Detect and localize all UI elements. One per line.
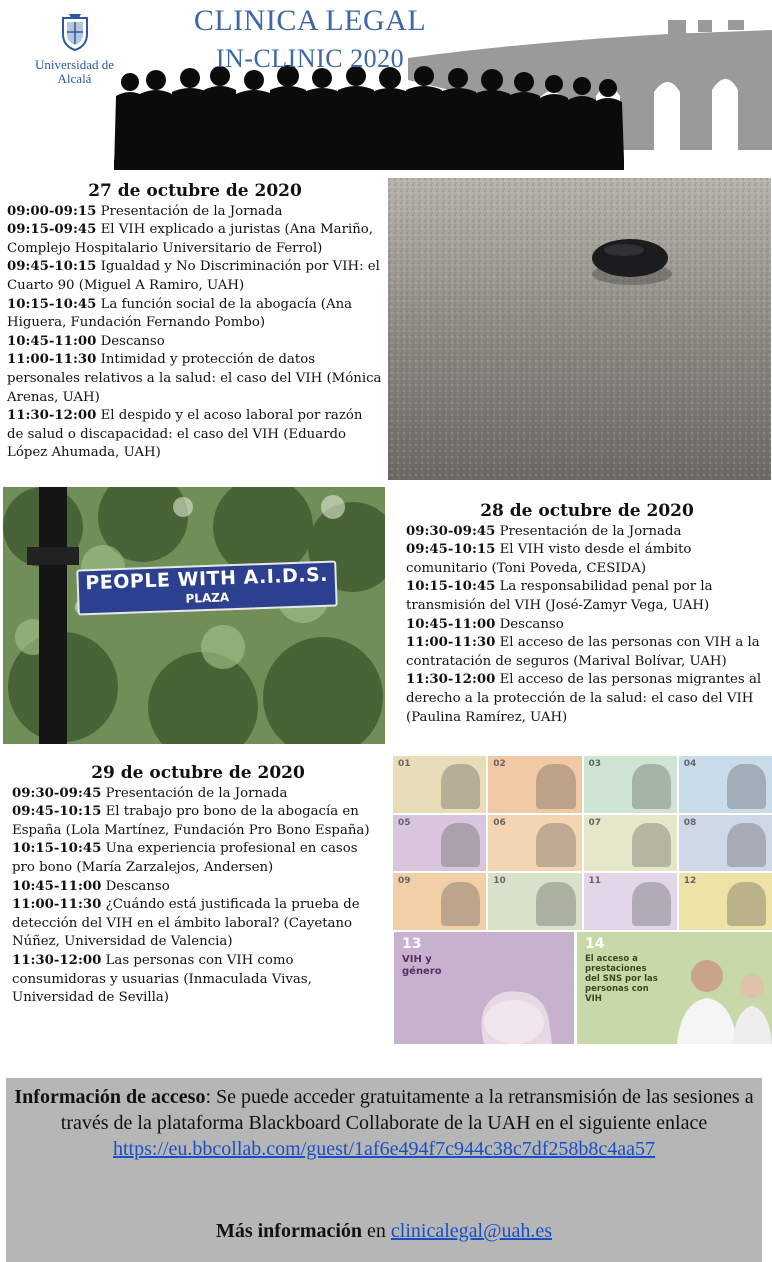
poster-07 xyxy=(584,815,677,872)
day-date: 28 de octubre de 2020 xyxy=(480,501,694,521)
schedule-item xyxy=(7,221,383,258)
poster-06 xyxy=(488,815,581,872)
schedule-item xyxy=(12,803,384,840)
item-time: 11:00-11:30 xyxy=(7,352,97,368)
poster-figure xyxy=(441,823,480,867)
page-subtitle: IN-CLINIC 2020 xyxy=(215,44,405,73)
poster-figure xyxy=(632,882,671,926)
item-text: Presentación de la Jornada xyxy=(499,523,682,539)
poster-number: 07 xyxy=(588,817,602,828)
item-time: 09:30-09:45 xyxy=(406,523,496,539)
poster-12 xyxy=(679,873,772,930)
access-info-body: : Se puede acceder gratuitamente a la retransmisión de las sesiones a través de la plataforma Blackboard Collaborate de la UAH en el siguiente enlace xyxy=(60,1086,754,1134)
schedule-day-3 xyxy=(12,764,384,1008)
item-text: Las personas con VIH como consumidoras y usuarias (Inmaculada Vivas, Universidad de Sevilla) xyxy=(12,952,312,1006)
schedule-item xyxy=(406,671,768,727)
poster-figure xyxy=(536,882,575,926)
item-time: 11:00-11:30 xyxy=(406,635,496,651)
item-text: La función social de la abogacía (Ana Higuera, Fundación Fernando Pombo) xyxy=(7,296,353,331)
item-time: 11:30-12:00 xyxy=(12,952,102,968)
item-text: Descanso xyxy=(499,616,564,632)
item-text: El acceso de las personas con VIH a la contratación de seguros (Marival Bolívar, UAH) xyxy=(406,635,760,669)
item-time: 11:30-12:00 xyxy=(7,408,97,424)
poster-10 xyxy=(488,873,581,930)
sign-line-2: PLAZA xyxy=(185,590,230,606)
poster-number: 11 xyxy=(588,876,602,887)
poster-number: 02 xyxy=(493,759,506,769)
poster-figure xyxy=(632,764,671,808)
item-text: ¿Cuándo está justificada la prueba de detección del VIH en el ámbito laboral? (Cayetano Núñez, Universidad de Valencia) xyxy=(12,897,360,950)
item-time: 11:30-12:00 xyxy=(406,672,496,688)
sand-stone-photo xyxy=(388,178,771,480)
poster-figure xyxy=(536,823,575,867)
item-time: 09:45-10:15 xyxy=(12,804,102,820)
access-info-label: Información de acceso xyxy=(14,1086,206,1108)
crowd-silhouette-image xyxy=(108,20,772,170)
day-date: 29 de octubre de 2020 xyxy=(91,763,305,783)
pregnant-woman-image xyxy=(454,962,564,1044)
sign-photo-image xyxy=(3,487,385,744)
item-text: El trabajo pro bono de la abogacía en España (Lola Martínez, Fundación Pro Bono España) xyxy=(12,804,370,838)
poster-number: 12 xyxy=(683,876,697,887)
item-time: 09:15-09:45 xyxy=(7,222,97,238)
poster-title: VIH y género xyxy=(402,954,442,977)
sign-line-1: PEOPLE WITH A.I.D.S. xyxy=(85,563,329,595)
poster-number: 14 xyxy=(585,936,605,952)
item-text: Una experiencia profesional en casos pro bono (María Zarzalejos, Andersen) xyxy=(12,841,358,875)
poster-figure xyxy=(727,764,766,808)
schedule-day-1 xyxy=(7,182,383,463)
more-info-label: Más información xyxy=(215,1220,363,1242)
item-text: El VIH explicado a juristas (Ana Mariño, Complejo Hospitalario Universitario de Ferrol) xyxy=(7,222,374,256)
poster-figure xyxy=(727,882,766,926)
poster-figure xyxy=(441,882,480,926)
poster-05 xyxy=(393,815,486,872)
schedule-item xyxy=(406,578,768,615)
schedule-item xyxy=(12,896,384,952)
contact-email-link[interactable]: clinicalegal@uah.es xyxy=(390,1220,553,1242)
poster-09 xyxy=(393,873,486,930)
poster-figure xyxy=(727,823,766,867)
university-seal-icon xyxy=(55,12,95,52)
poster-number: 04 xyxy=(683,759,697,769)
poster-number: 06 xyxy=(493,817,506,828)
item-text: La responsabilidad penal por la transmisión del VIH (José-Zamyr Vega, UAH) xyxy=(406,579,713,613)
poster-11 xyxy=(584,873,677,930)
schedule-item xyxy=(12,952,384,1008)
stream-link[interactable]: https://eu.bbcollab.com/guest/1af6e494f7c944c38c7df258b8c4aa57 xyxy=(112,1138,656,1160)
item-time: 10:15-10:45 xyxy=(12,841,102,857)
poster-number: 10 xyxy=(493,876,506,887)
poster-13 xyxy=(394,932,574,1044)
poster-number: 01 xyxy=(398,759,411,769)
access-info-box xyxy=(6,1078,762,1262)
schedule-item xyxy=(406,634,768,671)
poster-04 xyxy=(679,756,772,813)
schedule-day-2 xyxy=(406,502,768,727)
street-sign xyxy=(76,560,337,615)
poster-number: 09 xyxy=(398,876,411,887)
poster-number: 05 xyxy=(398,817,411,828)
poster-number: 08 xyxy=(683,817,697,828)
poster-title: El acceso a prestaciones del SNS por las personas con VIH xyxy=(585,954,658,1004)
schedule-item xyxy=(406,616,768,635)
item-text: Presentación de la Jornada xyxy=(105,785,288,801)
item-text: El VIH visto desde el ámbito comunitario (Toni Poveda, CESIDA) xyxy=(406,542,692,576)
poster-number: 03 xyxy=(588,759,602,769)
item-text: Descanso xyxy=(105,878,170,894)
schedule-item xyxy=(406,523,768,542)
item-time: 10:45-11:00 xyxy=(7,333,97,349)
sand-photo-image xyxy=(388,178,771,480)
item-text: El despido y el acoso laboral por razón de salud o discapacidad: el caso del VIH (Eduardo López Ahumada, UAH) xyxy=(7,408,363,461)
item-time: 11:00-11:30 xyxy=(12,897,102,913)
access-info-text xyxy=(6,1084,762,1162)
item-text: Intimidad y protección de datos personales relativos a la salud: el caso del VIH (Mónica Arenas, UAH) xyxy=(7,352,382,405)
schedule-item xyxy=(7,351,383,407)
schedule-item xyxy=(12,878,384,897)
poster-figure xyxy=(441,764,480,808)
poster-01 xyxy=(393,756,486,813)
university-name: Universidad de Alcalá xyxy=(34,57,115,86)
more-info-line xyxy=(6,1220,762,1243)
poster-03 xyxy=(584,756,677,813)
page-title: CLINICA LEGAL xyxy=(193,4,427,37)
street-sign-photo xyxy=(3,487,385,744)
schedule-item xyxy=(7,296,383,333)
poster-02 xyxy=(488,756,581,813)
item-time: 10:15-10:45 xyxy=(406,579,496,595)
poster-figure xyxy=(632,823,671,867)
schedule-item xyxy=(12,840,384,877)
poster-grid xyxy=(393,756,772,930)
schedule-item xyxy=(7,333,383,352)
schedule-item xyxy=(406,541,768,578)
item-time: 10:45-11:00 xyxy=(406,616,496,632)
item-time: 10:15-10:45 xyxy=(7,296,97,312)
more-info-connector: en xyxy=(362,1220,391,1242)
item-text: Descanso xyxy=(100,333,165,349)
day-date: 27 de octubre de 2020 xyxy=(88,181,302,201)
poster-number: 13 xyxy=(402,936,422,952)
item-text: Presentación de la Jornada xyxy=(100,203,283,219)
schedule-item xyxy=(12,785,384,804)
item-time: 09:30-09:45 xyxy=(12,785,102,801)
poster-figure xyxy=(536,764,575,808)
item-text: Igualdad y No Discriminación por VIH: el Cuarto 90 (Miguel A Ramiro, UAH) xyxy=(7,259,380,293)
item-time: 09:45-10:15 xyxy=(7,259,97,275)
item-time: 09:45-10:15 xyxy=(406,542,496,558)
item-text: El acceso de las personas migrantes al derecho a la protección de la salud: el caso del VIH (Paulina Ramírez, UAH) xyxy=(406,672,762,725)
poster-14 xyxy=(577,932,772,1044)
schedule-item xyxy=(7,203,383,222)
doctors-image xyxy=(667,946,772,1044)
item-time: 10:45-11:00 xyxy=(12,878,102,894)
schedule-item xyxy=(7,258,383,295)
posters-collage xyxy=(393,756,772,1044)
poster-08 xyxy=(679,815,772,872)
item-time: 09:00-09:15 xyxy=(7,203,97,219)
schedule-item xyxy=(7,407,383,463)
